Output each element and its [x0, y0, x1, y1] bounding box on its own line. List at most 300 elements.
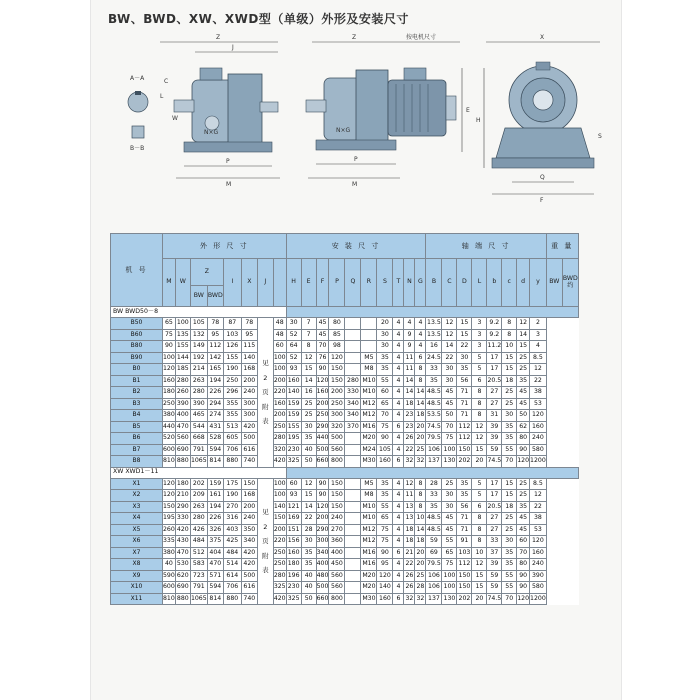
model-cell: B90 [111, 352, 163, 364]
value-cell: 4 [393, 570, 404, 582]
value-cell: 10 [415, 513, 426, 525]
value-cell: 6 [393, 421, 404, 433]
model-cell: X7 [111, 547, 163, 559]
value-cell: 20 [415, 547, 426, 559]
value-cell: 100 [175, 318, 190, 330]
value-cell: 149 [190, 341, 207, 353]
value-cell: 800 [329, 593, 345, 605]
value-cell [345, 582, 361, 594]
model-cell: B6 [111, 433, 163, 445]
value-cell: 75 [377, 536, 393, 548]
value-cell: 160 [286, 375, 301, 387]
value-cell: 150 [241, 478, 257, 490]
value-cell: 240 [530, 433, 547, 445]
value-cell: 144 [175, 352, 190, 364]
table-row [111, 341, 579, 353]
value-cell: 70 [502, 593, 517, 605]
value-cell [345, 547, 361, 559]
value-cell: 220 [273, 536, 286, 548]
value-cell: 159 [286, 410, 301, 422]
value-cell: 470 [175, 547, 190, 559]
value-cell: 35 [377, 478, 393, 490]
value-cell: 14 [415, 398, 426, 410]
value-cell: 150 [329, 490, 345, 502]
table-row [111, 398, 579, 410]
value-cell: 70 [442, 421, 457, 433]
value-cell: 112 [457, 559, 472, 571]
label-section-bb: B－B [130, 145, 145, 152]
value-cell: 35 [502, 421, 517, 433]
value-cell: 420 [241, 421, 257, 433]
value-cell: 263 [190, 501, 207, 513]
col-b: B [426, 259, 442, 307]
value-cell: M10 [361, 501, 377, 513]
col-c: C [442, 259, 457, 307]
value-cell: 100 [442, 444, 457, 456]
value-cell: 528 [207, 433, 223, 445]
value-cell: 200 [241, 501, 257, 513]
value-cell: 10 [472, 547, 487, 559]
table-row [111, 490, 579, 502]
value-cell: 200 [241, 375, 257, 387]
value-cell: 95 [207, 329, 223, 341]
value-cell: 17 [487, 364, 502, 376]
value-cell: M16 [361, 547, 377, 559]
value-cell: 4 [393, 375, 404, 387]
value-cell: 880 [223, 456, 241, 468]
value-cell: 155 [223, 352, 241, 364]
value-cell: 71 [457, 410, 472, 422]
value-cell: 15 [502, 364, 517, 376]
value-cell: 32 [415, 456, 426, 468]
value-cell: 30 [457, 352, 472, 364]
value-cell: 30 [301, 536, 316, 548]
value-cell: 142 [207, 352, 223, 364]
value-cell: 880 [175, 593, 190, 605]
value-cell: 18 [404, 536, 415, 548]
value-cell: 240 [530, 559, 547, 571]
value-cell: 20.5 [487, 501, 502, 513]
value-cell: 169 [286, 513, 301, 525]
value-cell: 76 [316, 352, 329, 364]
value-cell: 55 [377, 501, 393, 513]
value-cell: 130 [442, 456, 457, 468]
value-cell: 480 [316, 570, 329, 582]
value-cell: 810 [163, 456, 176, 468]
value-cell: 120 [377, 570, 393, 582]
value-cell [345, 364, 361, 376]
label-z-2: Z [352, 34, 357, 41]
value-cell: 195 [163, 513, 176, 525]
value-cell: 209 [190, 490, 207, 502]
col-t: T [393, 259, 404, 307]
value-cell: 80 [517, 433, 530, 445]
value-cell: 420 [273, 456, 286, 468]
value-cell: 13 [404, 513, 415, 525]
value-cell [345, 433, 361, 445]
value-cell: 1200 [530, 456, 547, 468]
model-cell: X2 [111, 490, 163, 502]
value-cell: 150 [457, 444, 472, 456]
value-cell: 95 [241, 329, 257, 341]
value-cell: 4 [393, 536, 404, 548]
value-cell: 90 [316, 478, 329, 490]
value-cell: 79.5 [426, 559, 442, 571]
label-f: F [540, 197, 544, 204]
value-cell: 465 [190, 410, 207, 422]
value-cell: 23 [404, 421, 415, 433]
value-cell: 484 [190, 536, 207, 548]
value-cell: 35 [502, 433, 517, 445]
label-p-1: P [226, 158, 230, 165]
col-x: X [241, 259, 257, 307]
value-cell: 620 [175, 570, 190, 582]
col-d-small: d [517, 259, 530, 307]
value-cell: 50 [442, 410, 457, 422]
value-cell: 484 [223, 547, 241, 559]
value-cell: 420 [273, 593, 286, 605]
value-cell: 53 [530, 398, 547, 410]
value-cell: 316 [223, 513, 241, 525]
value-cell: 4 [393, 329, 404, 341]
value-cell: 160 [163, 375, 176, 387]
value-cell: 90 [316, 490, 329, 502]
value-cell: 126 [223, 341, 241, 353]
value-cell [345, 478, 361, 490]
value-cell: 120 [530, 410, 547, 422]
table-row [111, 547, 579, 559]
table-row [111, 352, 579, 364]
value-cell: 160 [286, 547, 301, 559]
value-cell: 250 [273, 547, 286, 559]
value-cell: 8 [502, 318, 517, 330]
value-cell: 95 [377, 559, 393, 571]
value-cell: 280 [345, 375, 361, 387]
value-cell: 18 [502, 501, 517, 513]
value-cell: 25 [415, 570, 426, 582]
value-cell: 4 [393, 501, 404, 513]
value-cell: 194 [207, 375, 223, 387]
group-fill [286, 467, 578, 478]
value-cell [345, 570, 361, 582]
model-cell: X8 [111, 559, 163, 571]
value-cell: 280 [273, 570, 286, 582]
table-row [111, 375, 579, 387]
col-n: N [404, 259, 415, 307]
value-cell: 70 [316, 341, 329, 353]
model-cell: B2 [111, 387, 163, 399]
value-cell: 160 [377, 593, 393, 605]
value-cell: 75 [163, 329, 176, 341]
value-cell: 390 [190, 398, 207, 410]
value-cell: M20 [361, 433, 377, 445]
value-cell: 18 [415, 410, 426, 422]
value-cell: 50 [517, 410, 530, 422]
value-cell: 294 [207, 398, 223, 410]
table-row [111, 524, 579, 536]
label-s: S [598, 133, 602, 140]
value-cell: 14 [301, 375, 316, 387]
value-cell: 74.5 [487, 456, 502, 468]
value-cell: 53 [530, 524, 547, 536]
value-cell: 26 [404, 433, 415, 445]
value-cell: 15 [472, 582, 487, 594]
note-char: 表 [262, 566, 269, 574]
value-cell: 38 [530, 387, 547, 399]
label-n-g-1: N×G [204, 129, 219, 136]
value-cell: 8.5 [530, 478, 547, 490]
col-m: M [163, 259, 176, 307]
value-cell: 168 [241, 364, 257, 376]
value-cell: 13.5 [426, 329, 442, 341]
value-cell: 14 [415, 387, 426, 399]
value-cell: 690 [175, 582, 190, 594]
value-cell: 500 [241, 433, 257, 445]
value-cell: 27 [487, 524, 502, 536]
value-cell: 400 [175, 410, 190, 422]
value-cell: 140 [286, 387, 301, 399]
value-cell: 12 [301, 478, 316, 490]
value-cell: 103 [223, 329, 241, 341]
value-cell: 280 [190, 387, 207, 399]
value-cell: 660 [316, 456, 329, 468]
value-cell: 500 [316, 444, 329, 456]
value-cell: 330 [345, 387, 361, 399]
value-cell: 45 [442, 387, 457, 399]
value-cell: 226 [207, 513, 223, 525]
value-cell: 340 [345, 410, 361, 422]
value-cell: M10 [361, 387, 377, 399]
value-cell: 45 [442, 513, 457, 525]
value-cell: M10 [361, 513, 377, 525]
value-cell: 300 [329, 410, 345, 422]
value-cell: 185 [175, 364, 190, 376]
value-cell: 45 [442, 524, 457, 536]
value-cell: M12 [361, 536, 377, 548]
value-cell: 600 [163, 582, 176, 594]
value-cell [361, 341, 377, 353]
value-cell: 250 [316, 410, 329, 422]
value-cell: M24 [361, 444, 377, 456]
table-row [111, 582, 579, 594]
value-cell: 390 [530, 570, 547, 582]
value-cell: 160 [273, 398, 286, 410]
value-cell: 3 [472, 318, 487, 330]
value-cell: 7 [301, 329, 316, 341]
value-cell: 65 [377, 398, 393, 410]
value-cell: 45 [517, 387, 530, 399]
value-cell: 75 [377, 421, 393, 433]
value-cell: 35 [377, 490, 393, 502]
col-weight-bwd: BWD约 [562, 259, 578, 307]
value-cell: M5 [361, 352, 377, 364]
value-cell: 59 [487, 444, 502, 456]
value-cell: M8 [361, 490, 377, 502]
value-cell: 4 [393, 364, 404, 376]
value-cell [345, 341, 361, 353]
value-cell: 190 [223, 364, 241, 376]
model-cell: B50 [111, 318, 163, 330]
note-char: 页 [262, 537, 269, 545]
value-cell: 270 [329, 524, 345, 536]
value-cell: 420 [241, 559, 257, 571]
value-cell: 79.5 [426, 433, 442, 445]
value-cell: 250 [273, 421, 286, 433]
value-cell: 70 [502, 456, 517, 468]
value-cell: 4 [415, 318, 426, 330]
value-cell: 14 [442, 341, 457, 353]
value-cell: 80 [517, 559, 530, 571]
value-cell: 15 [502, 352, 517, 364]
see-appendix-note [257, 478, 273, 605]
value-cell: 112 [207, 341, 223, 353]
value-cell: 4 [393, 490, 404, 502]
value-cell: 220 [273, 387, 286, 399]
value-cell: 500 [316, 582, 329, 594]
value-cell: 65 [163, 318, 176, 330]
technical-drawings [100, 28, 610, 228]
value-cell: 40 [301, 444, 316, 456]
value-cell: 90 [517, 582, 530, 594]
value-cell: 50 [301, 593, 316, 605]
value-cell [345, 318, 361, 330]
value-cell: 200 [316, 398, 329, 410]
label-m-2: M [352, 181, 358, 188]
col-i: I [223, 259, 241, 307]
value-cell: 420 [241, 547, 257, 559]
value-cell: 75 [442, 559, 457, 571]
value-cell: 300 [241, 410, 257, 422]
value-cell: 4 [393, 582, 404, 594]
value-cell: 150 [329, 364, 345, 376]
label-z: Z [216, 34, 221, 41]
value-cell [345, 536, 361, 548]
value-cell: M16 [361, 421, 377, 433]
label-x: X [540, 34, 545, 41]
value-cell: 500 [329, 433, 345, 445]
value-cell: M20 [361, 582, 377, 594]
value-cell: 30 [502, 410, 517, 422]
value-cell: 4 [393, 387, 404, 399]
value-cell: 25 [442, 478, 457, 490]
model-cell: X4 [111, 513, 163, 525]
value-cell: M8 [361, 364, 377, 376]
value-cell: 74.5 [426, 421, 442, 433]
label-l: L [160, 93, 164, 100]
value-cell: 22 [457, 341, 472, 353]
value-cell: 8 [415, 478, 426, 490]
value-cell: 270 [223, 501, 241, 513]
value-cell [345, 352, 361, 364]
value-cell: 200 [273, 524, 286, 536]
value-cell: 514 [223, 559, 241, 571]
value-cell: 100 [442, 570, 457, 582]
label-j: J [232, 44, 234, 51]
value-cell: 30 [377, 329, 393, 341]
value-cell: 280 [273, 433, 286, 445]
model-cell: X3 [111, 501, 163, 513]
col-e: E [301, 259, 316, 307]
value-cell: 3 [472, 329, 487, 341]
value-cell: M12 [361, 398, 377, 410]
value-cell: 240 [241, 513, 257, 525]
col-w: W [175, 259, 190, 307]
value-cell: 106 [426, 570, 442, 582]
value-cell: 35 [377, 364, 393, 376]
value-cell: 87 [223, 318, 241, 330]
value-cell: 38 [530, 513, 547, 525]
value-cell: 48.5 [426, 524, 442, 536]
table-row [111, 456, 579, 468]
value-cell: 22 [301, 513, 316, 525]
value-cell: 18 [415, 536, 426, 548]
value-cell: 137 [426, 593, 442, 605]
value-cell: 560 [329, 444, 345, 456]
value-cell: 160 [530, 547, 547, 559]
note-char: 2 [263, 373, 268, 382]
value-cell: 190 [223, 490, 241, 502]
table-row [111, 364, 579, 376]
header-outline: 外 形 尺 寸 [163, 234, 287, 259]
value-cell: 20 [415, 433, 426, 445]
value-cell: 12 [530, 364, 547, 376]
value-cell: 150 [457, 582, 472, 594]
value-cell: 580 [530, 444, 547, 456]
value-cell: 210 [175, 490, 190, 502]
value-cell: 24.5 [426, 352, 442, 364]
value-cell: 192 [190, 352, 207, 364]
value-cell: 290 [316, 524, 329, 536]
value-cell: 8.5 [530, 352, 547, 364]
value-cell: 8 [472, 524, 487, 536]
value-cell: 30 [442, 490, 457, 502]
value-cell: 4 [415, 329, 426, 341]
value-cell: 200 [273, 375, 286, 387]
value-cell: 20 [472, 456, 487, 468]
value-cell: 25 [517, 490, 530, 502]
value-cell: 200 [316, 513, 329, 525]
value-cell: 14 [404, 387, 415, 399]
value-cell: 40 [301, 570, 316, 582]
col-z-bwd: BWD [207, 286, 223, 307]
value-cell: 810 [163, 593, 176, 605]
value-cell: 15 [301, 490, 316, 502]
model-cell: B1 [111, 375, 163, 387]
value-cell [345, 444, 361, 456]
value-cell: 6 [472, 375, 487, 387]
drawing-svg [100, 28, 610, 228]
value-cell: 28 [415, 582, 426, 594]
value-cell: 35 [517, 501, 530, 513]
table-row [111, 536, 579, 548]
value-cell: 8 [472, 387, 487, 399]
table-row [111, 433, 579, 445]
value-cell [345, 329, 361, 341]
label-p-2: P [354, 156, 358, 163]
value-cell: 71 [457, 387, 472, 399]
table-row [111, 444, 579, 456]
table-row [111, 593, 579, 605]
value-cell: 668 [190, 433, 207, 445]
value-cell: 13 [404, 501, 415, 513]
value-cell [345, 490, 361, 502]
value-cell: 250 [223, 375, 241, 387]
value-cell: 71 [457, 398, 472, 410]
value-cell: 335 [163, 536, 176, 548]
value-cell: 56 [457, 501, 472, 513]
value-cell: 33 [487, 536, 502, 548]
see-appendix-note [257, 318, 273, 468]
